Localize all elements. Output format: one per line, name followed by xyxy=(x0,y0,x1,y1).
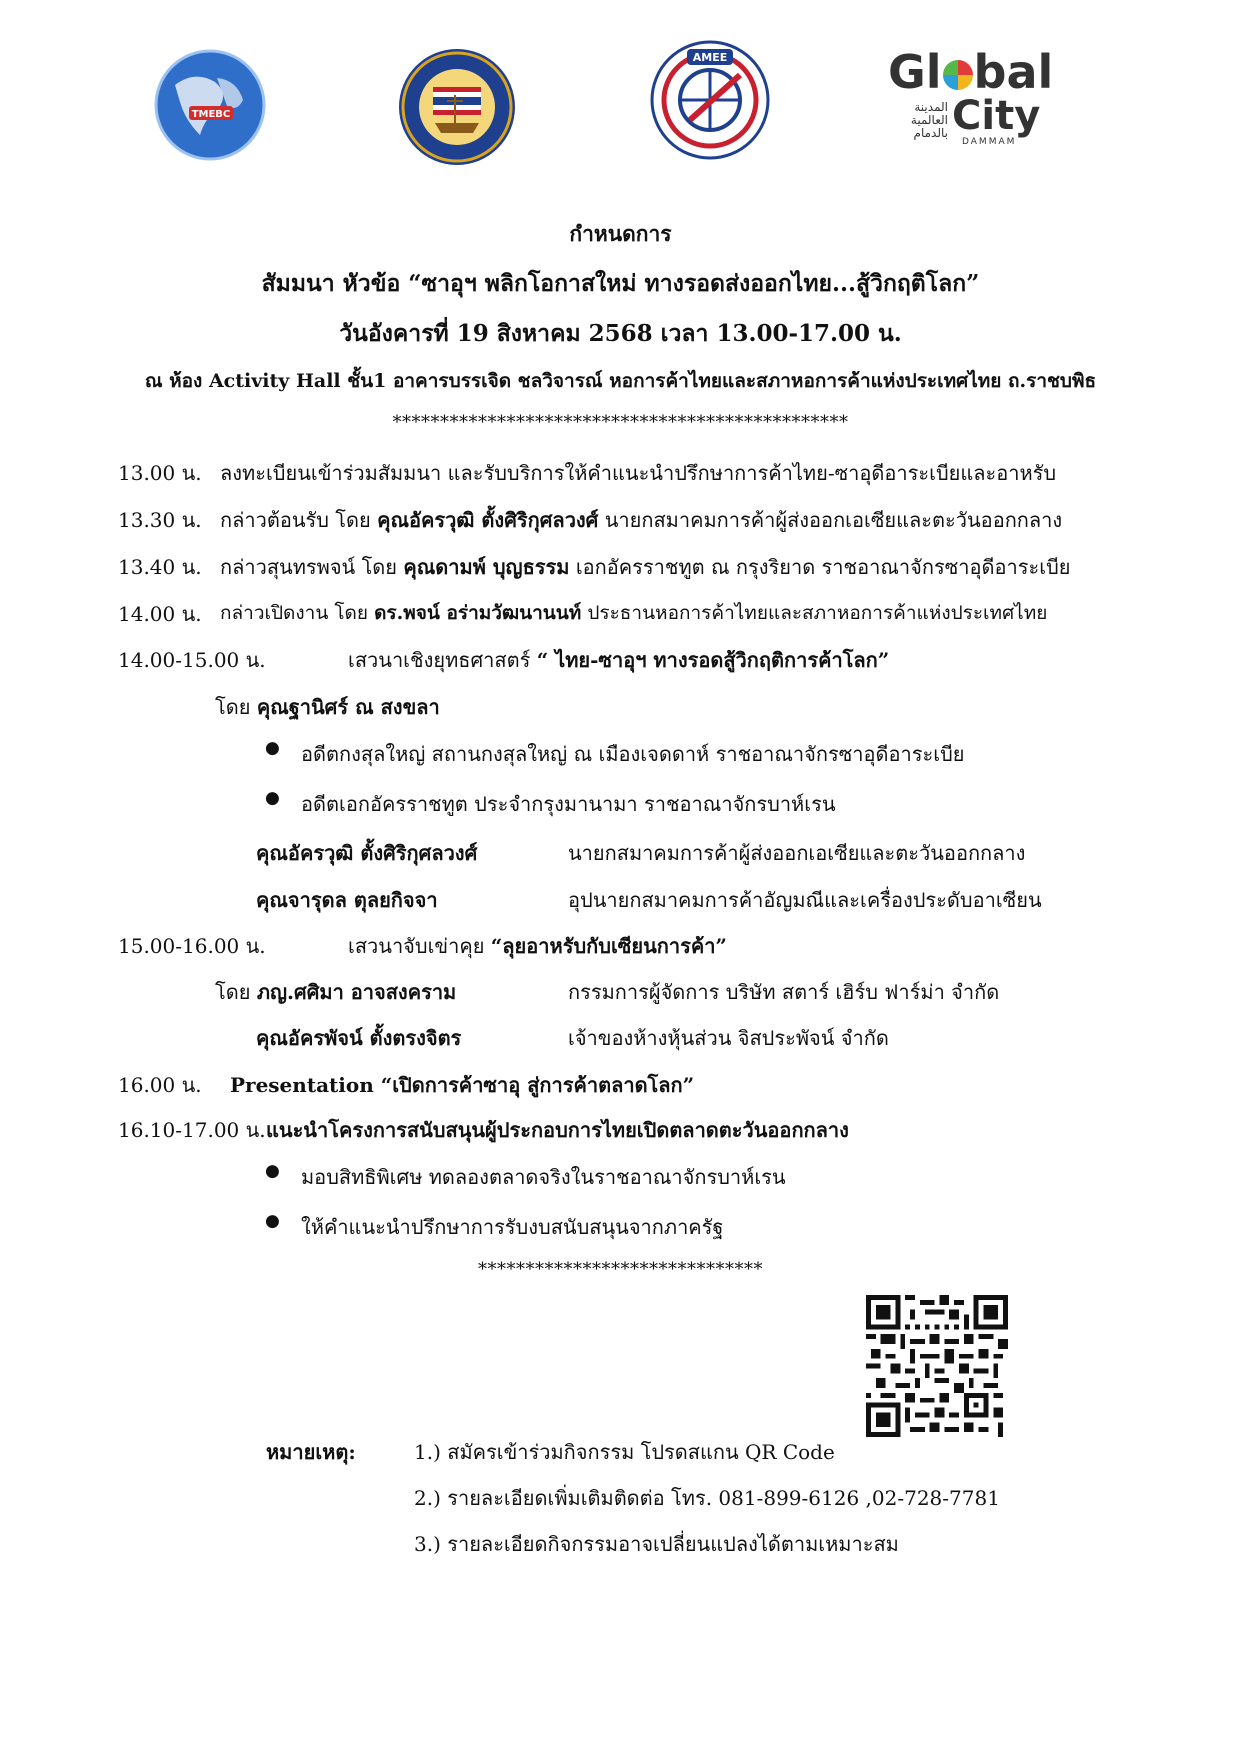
divider-stars-bottom: ****************************** xyxy=(478,1259,763,1280)
chat-pre: เสวนาจับเข่าคุย xyxy=(348,934,491,958)
panelist-1-role: นายกสมาคมการค้าผู้ส่งออกเอเซียและตะวันออกกลาง xyxy=(568,841,1026,865)
strategy-pre: เสวนาเชิงยุทธศาสตร์ xyxy=(348,648,537,672)
welcome-pre: กล่าวต้อนรับ โดย xyxy=(220,508,378,532)
chat-panel-title xyxy=(348,930,727,962)
notes-label: หมายเหตุ: xyxy=(266,1440,356,1464)
registration-qr-code[interactable] xyxy=(866,1295,1008,1437)
time-1500-1600: 15.00-16.00 น. xyxy=(118,934,266,958)
presentation-title: Presentation “เปิดการค้าซาอุ สู่การค้าตลาดโลก” xyxy=(230,1073,695,1097)
note-3: 3.) รายละเอียดกิจกรรมอาจเปลี่ยนแปลงได้ตามเหมาะสม xyxy=(414,1532,899,1556)
global-city-bal: bal xyxy=(973,45,1054,99)
time-1610-1700: 16.10-17.00 น. xyxy=(118,1118,266,1142)
panelist-2-name: คุณจารุดล ตุลยกิจจา xyxy=(256,888,438,912)
time-1300: 13.00 น. xyxy=(118,461,202,485)
tmebc-logo xyxy=(145,40,275,170)
global-city-logo xyxy=(888,45,1063,150)
opening-role: ประธานหอการค้าไทยและสภาหอการค้าแห่งประเทศไทย xyxy=(581,602,1048,624)
divider-stars-top: ************************************************ xyxy=(392,412,849,433)
svg-text:AMEE: AMEE xyxy=(692,51,728,64)
global-city-arabic: المدينة العالمية بالدمام xyxy=(910,100,948,140)
svg-text:TMEBC: TMEBC xyxy=(191,109,231,120)
strategy-title: “ ไทย-ซาอุฯ ทางรอดสู้วิกฤติการค้าโลก” xyxy=(536,648,890,672)
time-1330: 13.30 น. xyxy=(118,508,202,532)
global-city-gl: Gl xyxy=(888,45,942,99)
program-intro-title: แนะนำโครงการสนับสนุนผู้ประกอบการไทยเปิดตลาดตะวันออกกลาง xyxy=(266,1118,849,1142)
amee-logo xyxy=(645,35,775,165)
opening-speaker: ดร.พจน์ อร่ามวัฒนานนท์ xyxy=(374,602,582,624)
seminar-topic: สัมมนา หัวข้อ “ซาอุฯ พลิกโอกาสใหม่ ทางรอดส่งออกไทย...สู้วิกฤติโลก” xyxy=(261,270,980,297)
strategy-panel-title xyxy=(348,644,889,676)
moderator-credential-2: ● อดีตเอกอัครราชทูต ประจำกรุงมานามา ราชอาณาจักรบาห์เรน xyxy=(301,788,836,820)
program-benefit-1: ● มอบสิทธิพิเศษ ทดลองตลาดจริงในราชอาณาจักรบาห์เรน xyxy=(301,1161,786,1193)
agenda-label: กำหนดการ xyxy=(569,221,672,246)
chat-speaker-2-role: เจ้าของห้างหุ้นส่วน จิสประพัจน์ จำกัด xyxy=(568,1026,889,1050)
opening-speech xyxy=(220,598,1047,628)
time-1340: 13.40 น. xyxy=(118,555,202,579)
keynote-speaker: คุณดามพ์ บุญธรรม xyxy=(403,555,570,579)
time-1400-1500: 14.00-15.00 น. xyxy=(118,648,266,672)
welcome-speech xyxy=(220,504,1062,536)
panelist-2-role: อุปนายกสมาคมการค้าอัญมณีและเครื่องประดับอาเซียน xyxy=(568,888,1042,912)
board-of-trade-logo xyxy=(395,45,520,170)
registration-text: ลงทะเบียนเข้าร่วมสัมมนา และรับบริการให้คำแนะนำปรึกษาการค้าไทย-ซาอุดีอาระเบียและอาหรับ xyxy=(220,461,1057,485)
keynote-speech xyxy=(220,551,1070,583)
chat-speaker-1-name: ภญ.ศศิมา อาจสงคราม xyxy=(256,980,457,1004)
welcome-role: นายกสมาคมการค้าผู้ส่งออกเอเซียและตะวันออกกลาง xyxy=(598,508,1063,532)
global-city-dammam: DAMMAM xyxy=(962,137,1017,147)
chat-title: “ลุยอาหรับกับเซียนการค้า” xyxy=(490,934,727,958)
program-benefit-2: ● ให้คำแนะนำปรึกษาการรับงบสนับสนุนจากภาครัฐ xyxy=(301,1211,723,1243)
seminar-date-time: วันอังคารที่ 19 สิงหาคม 2568 เวลา 13.00-17.00 น. xyxy=(339,320,902,347)
time-1600: 16.00 น. xyxy=(118,1073,202,1097)
moderator-pre: โดย xyxy=(215,695,257,719)
chat-speaker-1-pre: โดย xyxy=(215,980,257,1004)
strategy-moderator xyxy=(215,691,440,723)
panelist-1-name: คุณอัครวุฒิ ตั้งศิริกุศลวงศ์ xyxy=(256,841,478,865)
seminar-venue: ณ ห้อง Activity Hall ชั้น1 อาคารบรรเจิด ชลวิจารณ์ หอการค้าไทยและสภาหอการค้าแห่งประเทศไทย ถ.ราชบพิธ xyxy=(144,370,1097,392)
chat-speaker-1 xyxy=(215,976,456,1008)
globe-icon xyxy=(943,60,973,90)
keynote-role: เอกอัครราชทูต ณ กรุงริยาด ราชอาณาจักรซาอุดีอาระเบีย xyxy=(569,555,1071,579)
chat-speaker-2-name: คุณอัครพัจน์ ตั้งตรงจิตร xyxy=(256,1026,462,1050)
opening-pre: กล่าวเปิดงาน โดย xyxy=(220,602,375,624)
chat-speaker-1-role: กรรมการผู้จัดการ บริษัท สตาร์ เฮิร์บ ฟาร์ม่า จำกัด xyxy=(568,980,1000,1004)
time-1400: 14.00 น. xyxy=(118,602,202,626)
note-1: 1.) สมัครเข้าร่วมกิจกรรม โปรดสแกน QR Code xyxy=(414,1440,835,1464)
note-2: 2.) รายละเอียดเพิ่มเติมติดต่อ โทร. 081-899-6126 ,02-728-7781 xyxy=(414,1486,1000,1510)
global-city-city: City xyxy=(952,93,1041,139)
welcome-speaker: คุณอัครวุฒิ ตั้งศิริกุศลวงศ์ xyxy=(377,508,599,532)
moderator-name: คุณฐานิศร์ ณ สงขลา xyxy=(256,695,440,719)
moderator-credential-1: ● อดีตกงสุลใหญ่ สถานกงสุลใหญ่ ณ เมืองเจดดาห์ ราชอาณาจักรซาอุดีอาระเบีย xyxy=(301,738,965,770)
keynote-pre: กล่าวสุนทรพจน์ โดย xyxy=(220,555,404,579)
